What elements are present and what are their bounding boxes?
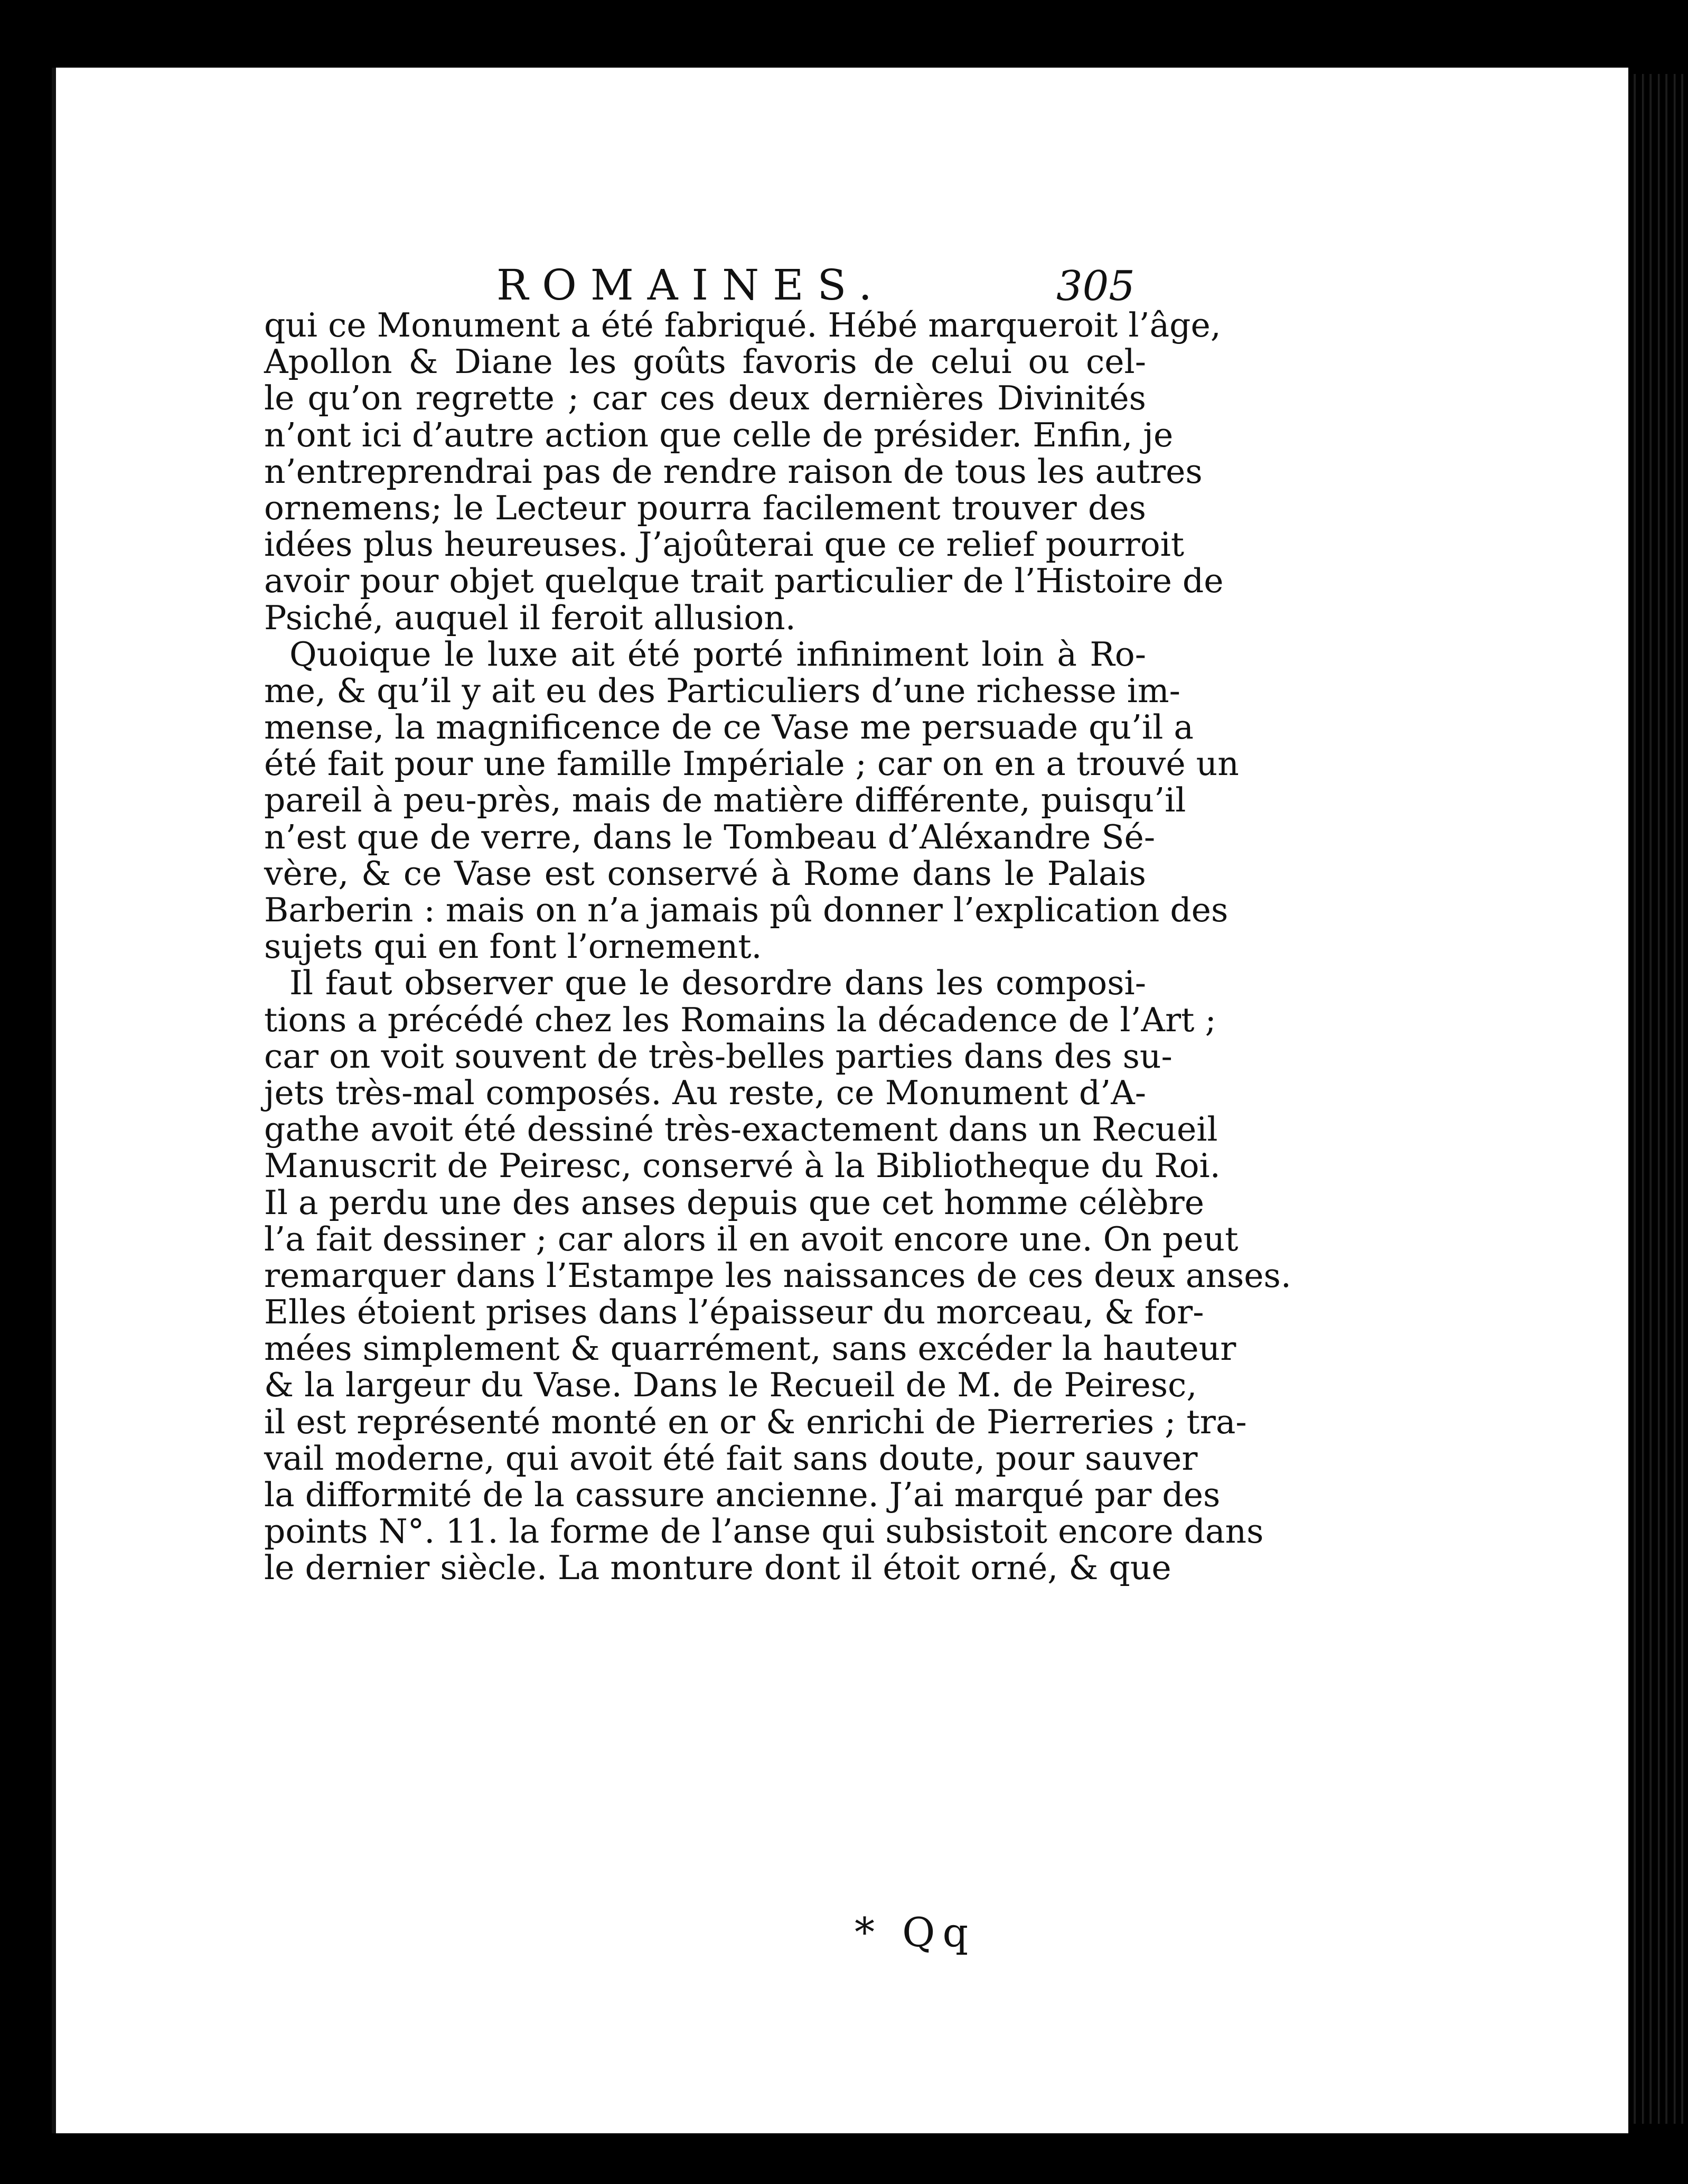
page-header — [264, 260, 1146, 310]
text-line: pareil à peu-près, mais de matière différente, puisqu’il — [264, 781, 1186, 820]
text-line: mées simplement & quarrément, sans excéder la hauteur — [264, 1329, 1236, 1368]
page-edge-shadow — [1628, 74, 1688, 2124]
text-line: me, & qu’il y ait eu des Particuliers d’une richesse im- — [264, 671, 1180, 710]
text-line: Apollon & Diane les goûts favoris de celui ou cel- — [264, 342, 1146, 381]
text-line: ornemens; le Lecteur pourra facilement trouver des — [264, 488, 1146, 527]
text-line: la difformité de la cassure ancienne. J’ai marqué par des — [264, 1476, 1221, 1514]
text-line: qui ce Monument a été fabriqué. Hébé marqueroit l’âge, — [264, 306, 1221, 344]
text-line: gathe avoit été dessiné très-exactement dans un Recueil — [264, 1110, 1218, 1149]
text-line: le dernier siècle. La monture dont il étoit orné, & que — [264, 1548, 1171, 1588]
text-line: jets très-mal composés. Au reste, ce Monument d’A- — [264, 1073, 1146, 1112]
text-line: & la largeur du Vase. Dans le Recueil de M. de Peiresc, — [264, 1366, 1197, 1405]
running-head: ROMAINES. — [496, 260, 886, 310]
text-line: il est représenté monté en or & enrichi de Pierreries ; tra- — [264, 1402, 1247, 1441]
text-line: le qu’on regrette ; car ces deux dernières Divinités — [264, 379, 1146, 418]
text-line: Barberin : mais on n’a jamais pû donner l’explication des — [264, 891, 1229, 929]
text-line: mense, la magnificence de ce Vase me persuade qu’il a — [264, 708, 1194, 747]
text-line: l’a fait dessiner ; car alors il en avoit encore une. On peut — [264, 1219, 1239, 1258]
text-line: idées plus heureuses. J’ajoûterai que ce relief pourroit — [264, 525, 1185, 564]
text-line: vail moderne, qui avoit été fait sans doute, pour sauver — [264, 1439, 1198, 1478]
text-line: été fait pour une famille Impériale ; car on en a trouvé un — [264, 744, 1239, 783]
text-line: Elles étoient prises dans l’épaisseur du morceau, & for- — [264, 1293, 1204, 1332]
page-text-block — [264, 260, 1291, 1956]
text-line: remarquer dans l’Estampe les naissances de ces deux anses. — [264, 1256, 1291, 1295]
page-number: 305 — [1056, 263, 1135, 310]
text-line: Quoique le luxe ait été porté infiniment loin à Ro- — [289, 634, 1146, 674]
text-line: Il a perdu une des anses depuis que cet homme célèbre — [264, 1183, 1204, 1222]
signature-mark: * Qq — [855, 1909, 976, 1956]
text-line: sujets qui en font l’ornement. — [264, 927, 762, 966]
text-line: Manuscrit de Peiresc, conservé à la Bibliotheque du Roi. — [264, 1146, 1221, 1186]
text-line: n’est que de verre, dans le Tombeau d’Aléxandre Sé- — [264, 817, 1156, 856]
text-line: tions a précédé chez les Romains la décadence de l’Art ; — [264, 1000, 1216, 1039]
text-line: Il faut observer que le desordre dans les composi- — [289, 964, 1146, 1003]
text-line: points N°. 11. la forme de l’anse qui subsistoit encore dans — [264, 1512, 1264, 1551]
text-line: Psiché, auquel il feroit allusion. — [264, 598, 796, 637]
text-line: car on voit souvent de très-belles parties dans des su- — [264, 1037, 1173, 1076]
text-line: n’ont ici d’autre action que celle de présider. Enfin, je — [264, 415, 1174, 454]
text-line: avoir pour objet quelque trait particulier de l’Histoire de — [264, 562, 1224, 601]
text-line: vère, & ce Vase est conservé à Rome dans le Palais — [264, 854, 1146, 893]
text-line: n’entreprendrai pas de rendre raison de tous les autres — [264, 452, 1203, 491]
